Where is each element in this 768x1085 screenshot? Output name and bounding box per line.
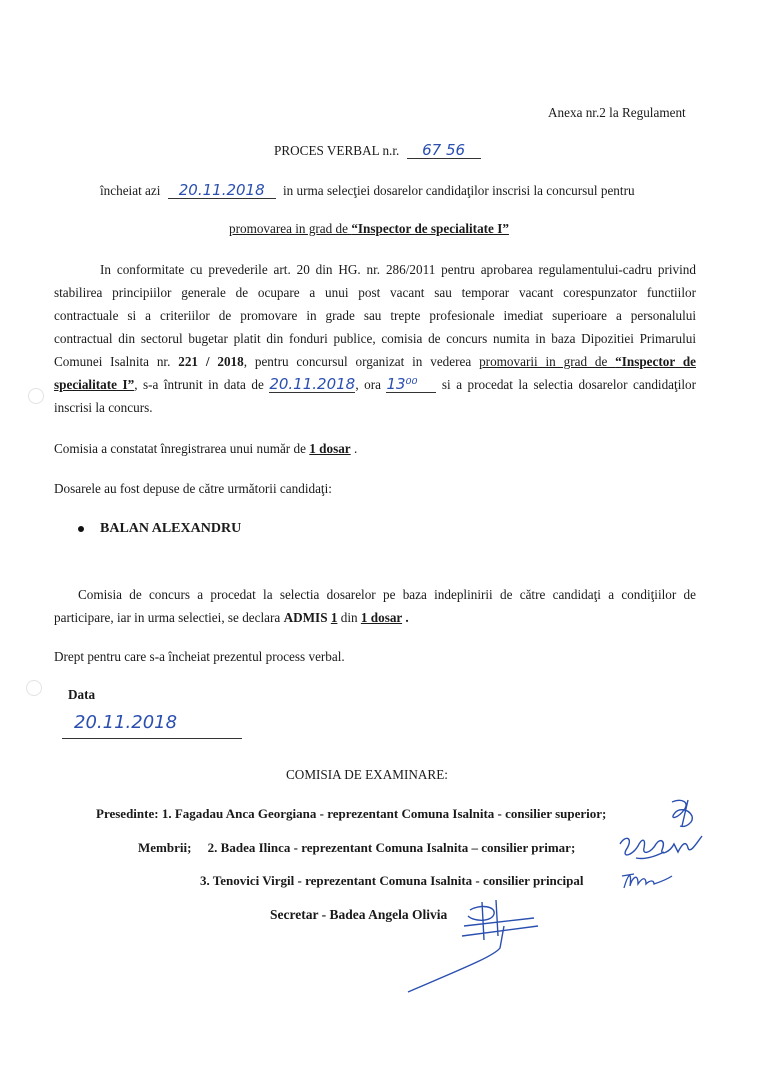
signature-member-3 [620,866,674,896]
date-label: Data [68,687,96,702]
result-paragraph [54,583,696,629]
body-text: si a procedat la selectia dosarelor candidaţilor [436,377,697,392]
result-text: din [337,610,361,625]
intro-date-handwritten: 20.11.2018 [168,183,276,199]
total-count: 1 dosar [360,610,403,625]
commission-member: Membrii; 2. Badea Ilinca - reprezentant Comuna Isalnita – consilier primar; [138,840,576,855]
body-grade-bold: “Inspector de [615,354,697,369]
result-text: . [402,610,409,625]
body-text: , ora [355,377,387,392]
body-text: , s-a întrunit in data de [134,377,270,392]
body-paragraph [54,258,696,419]
commission-title: COMISIA DE EXAMINARE: [286,767,448,782]
punch-hole [26,680,42,696]
document-number-handwritten: 67 56 [407,143,481,159]
result-line [54,606,696,629]
registration-text: . [350,441,358,456]
candidates-intro: Dosarele au fost depuse de către următorii candidaţi: [54,481,332,496]
candidate-name: BALAN ALEXANDRU [100,521,242,536]
date-field [62,714,242,739]
dispozitie-number: 221 / 2018 [178,354,244,369]
body-text-underlined: promovarii in grad de [479,354,616,369]
annex-label: Anexa nr.2 la Regulament [548,105,686,120]
body-line: inscrisi la concurs. [54,400,153,415]
closing-line: Drept pentru care s-a încheiat prezentul process verbal. [54,649,345,664]
punch-hole [28,388,44,404]
body-line [54,373,696,396]
commission-secretary: Secretar - Badea Angela Olivia [270,907,448,922]
meeting-time-handwritten: 13⁰⁰ [386,377,436,393]
registration-count: 1 dosar [309,441,351,456]
admis-label: ADMIS [283,610,328,625]
signature-member-2 [616,830,706,864]
body-line: stabilirea principiilor generale de ocupare a unui post vacant sau temporar vacant corespunzator functiilor [54,285,696,300]
date-handwritten: 20.11.2018 [62,714,242,739]
result-line: Comisia de concurs a procedat la selectia dosarelor pe baza indeplinirii de către candidaţi a condiţiilor de [78,587,696,602]
intro-line [100,182,635,199]
subject-prefix: promovarea in grad de [229,221,352,236]
intro-prefix: încheiat azi [100,183,161,198]
signature-president [664,796,704,830]
admis-count: 1 [330,610,338,625]
title-label: PROCES VERBAL n.r. [274,143,400,158]
bullet-icon [78,526,84,532]
body-text: , pentru concursul organizat in vederea [243,354,480,369]
body-line: contractual din sectorul bugetar platit din fonduri publice, comisia de concurs numita in baza Dipozitiei Primarului [54,331,696,346]
body-grade-bold: specialitate I” [54,377,135,392]
signature-secretary [404,896,554,996]
registration-line [54,440,357,457]
commission-member: 3. Tenovici Virgil - reprezentant Comuna Isalnita - consilier principal [200,873,584,888]
body-text: Comunei Isalnita nr. [54,354,179,369]
body-line: In conformitate cu prevederile art. 20 din HG. nr. 286/2011 pentru aprobarea regulamentului-cadru privind [100,262,696,277]
meeting-date-handwritten: 20.11.2018 [269,375,356,393]
result-text: participare, iar in urma selectiei, se declara [54,610,284,625]
body-line: contractuale si a criteriilor de promovare in grade sau trepte profesionale imediat superioare a personalului [54,308,696,323]
subject-grade: “Inspector de specialitate I” [351,221,509,236]
commission-president: Presedinte: 1. Fagadau Anca Georgiana - reprezentant Comuna Isalnita - consilier superior; [96,806,607,821]
subject-line [229,220,509,237]
registration-text: Comisia a constatat înregistrarea unui număr de [54,441,310,456]
document-title [274,142,481,159]
intro-suffix: in urma selecţiei dosarelor candidaţilor inscrisi la concursul pentru [283,183,635,198]
body-line [54,350,696,373]
candidate-list-item [78,520,241,538]
